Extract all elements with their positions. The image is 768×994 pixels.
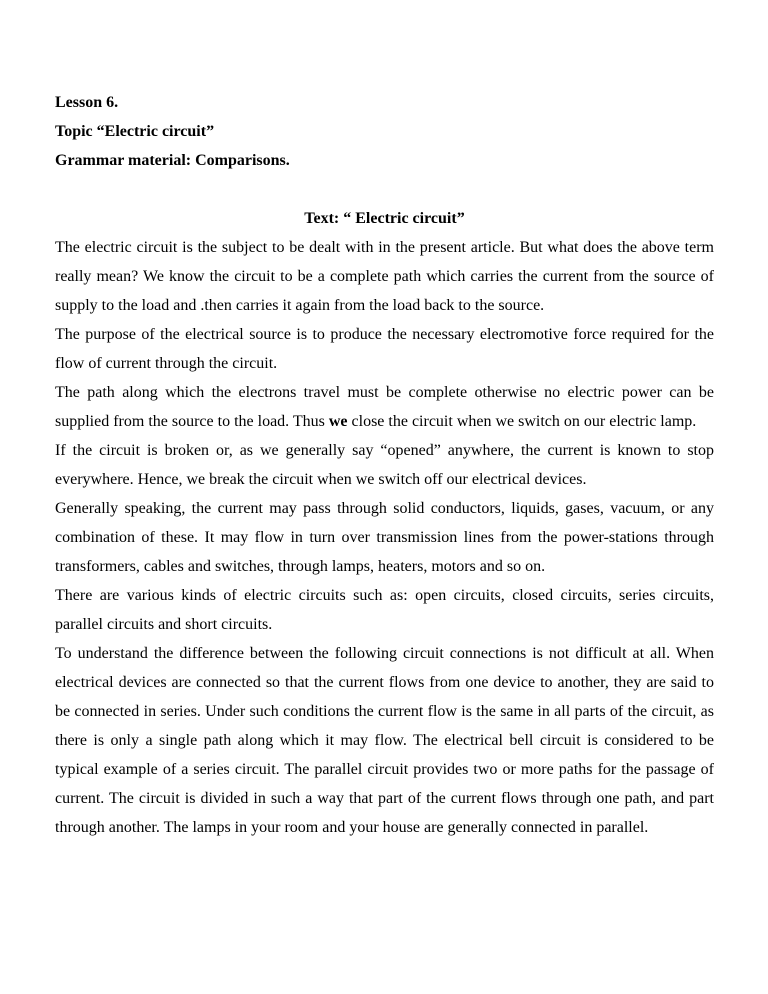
paragraph-3 <box>55 378 714 436</box>
paragraph-5: Generally speaking, the current may pass through solid conductors, liquids, gases, vacuum, or any combination of these. It may flow in turn over transmission lines from the power-stations through transformers, cables and switches, through lamps, heaters, motors and so on. <box>55 500 714 575</box>
paragraph-3-end: close the circuit when we switch on our electric lamp. <box>347 413 697 430</box>
document-page <box>55 88 714 842</box>
paragraph-3-start: The path along which the electrons travel must be complete otherwise no electric power can be supplied from the source to the load. Thus <box>55 384 714 430</box>
lesson-topic: Topic “Electric circuit” <box>55 123 215 140</box>
lesson-number: Lesson 6. <box>55 94 119 111</box>
paragraph-7: To understand the difference between the following circuit connections is not difficult at all. When electrical devices are connected so that the current flows from one device to another, they are said to be connected in series. Under such conditions the current flow is the same in all parts of the circuit, as there is only a single path along which it may flow. The electrical bell circuit is considered to be typical example of a series circuit. The parallel circuit provides two or more paths for the passage of current. The circuit is divided in such a way that part of the current flows through one path, and part through another. The lamps in your room and your house are generally connected in parallel. <box>55 645 714 836</box>
text-title: Text: “ Electric circuit” <box>304 210 465 227</box>
paragraph-6: There are various kinds of electric circuits such as: open circuits, closed circuits, series circuits, parallel circuits and short circuits. <box>55 587 714 633</box>
paragraph-1: The electric circuit is the subject to be dealt with in the present article. But what does the above term really mean? We know the circuit to be a complete path which carries the current from the source of supply to the load and .then carries it again from the load back to the source. <box>55 239 714 314</box>
grammar-material: Grammar material: Comparisons. <box>55 152 290 169</box>
paragraph-3-bold-word: we <box>328 413 348 430</box>
paragraph-2: The purpose of the electrical source is to produce the necessary electromotive force required for the flow of current through the circuit. <box>55 326 714 372</box>
paragraph-4: If the circuit is broken or, as we generally say “opened” anywhere, the current is known to stop everywhere. Hence, we break the circuit when we switch off our electrical devices. <box>55 442 714 488</box>
